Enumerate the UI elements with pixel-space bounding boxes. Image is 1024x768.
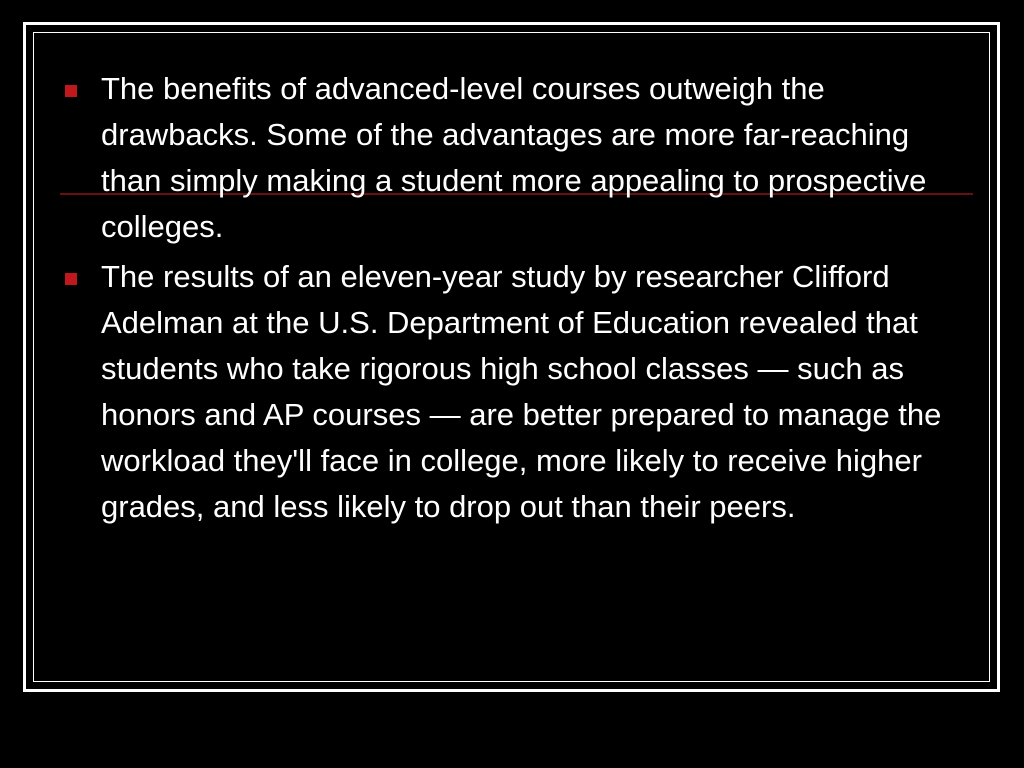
bullet-item [62, 254, 962, 530]
bullet-item [62, 66, 962, 250]
bullet-text: The results of an eleven-year study by researcher Clifford Adelman at the U.S. Department of Education revealed that students who take rigorous high school classes — such as honors and AP courses — are better prepared to manage the workload they'll face in college, more likely to receive higher grades, and less likely to drop out than their peers. [101, 259, 942, 524]
square-bullet-icon [65, 85, 77, 97]
square-bullet-icon [65, 273, 77, 285]
bullet-text: The benefits of advanced-level courses outweigh the drawbacks. Some of the advantages are more far-reaching than simply making a student more appealing to prospective colleges. [101, 71, 927, 244]
slide-body [62, 66, 962, 534]
